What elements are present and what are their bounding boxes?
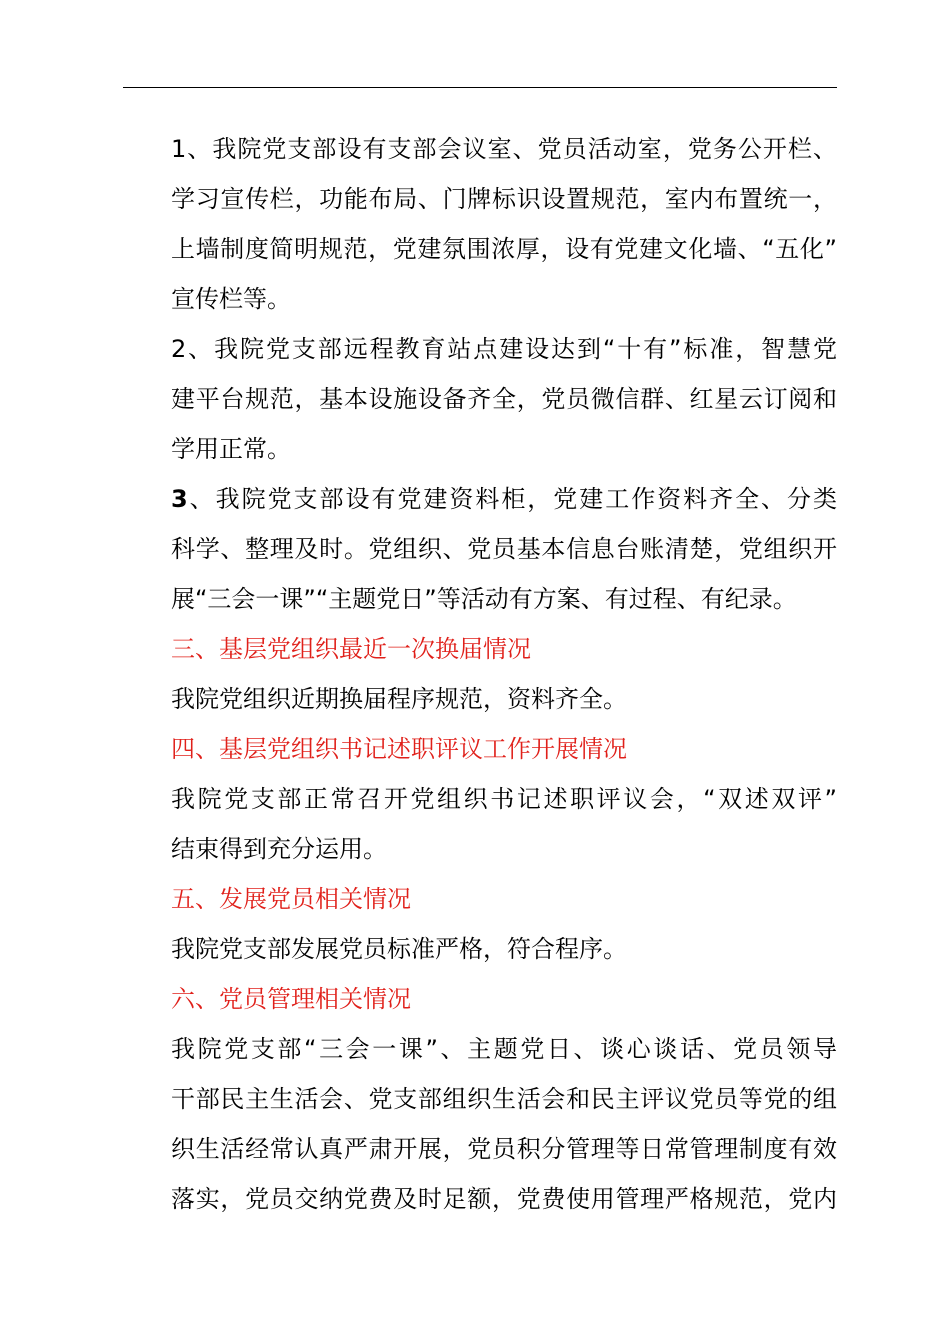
paragraph-line: 我院党支部正常召开党组织书记述职评议会，“双述双评” (171, 785, 837, 813)
heading-text: 五、发展党员相关情况 (171, 885, 411, 913)
paragraph-line-text: 、我院党支部设有党建资料柜，党建工作资料齐全、分类 (187, 485, 837, 513)
section-heading-5 (123, 874, 837, 924)
heading-text: 六、党员管理相关情况 (171, 985, 411, 1013)
paragraph-line: 展“三会一课”“主题党日”等活动有方案、有过程、有纪录。 (171, 585, 797, 613)
paragraph-1 (123, 124, 837, 324)
paragraph-3 (123, 474, 837, 624)
paragraph-line: 学习宣传栏，功能布局、门牌标识设置规范，室内布置统一， (171, 185, 837, 213)
paragraph-line (123, 474, 837, 524)
paragraph-line: 1、我院党支部设有支部会议室、党员活动室，党务公开栏、 (171, 135, 837, 163)
paragraph-line: 上墙制度简明规范，党建氛围浓厚，设有党建文化墙、“五化” (171, 235, 837, 263)
paragraph-line: 宣传栏等。 (171, 285, 291, 313)
paragraph-line: 科学、整理及时。党组织、党员基本信息台账清楚，党组织开 (171, 535, 837, 563)
paragraph-line: 织生活经常认真严肃开展，党员积分管理等日常管理制度有效 (171, 1135, 837, 1163)
paragraph-line: 我院党支部“三会一课”、主题党日、谈心谈话、党员领导 (171, 1035, 837, 1063)
paragraph-line: 我院党组织近期换届程序规范，资料齐全。 (171, 685, 627, 713)
paragraph-line: 落实，党员交纳党费及时足额，党费使用管理严格规范，党内 (171, 1185, 837, 1213)
paragraph-number: 3 (171, 485, 188, 513)
paragraph-line: 我院党支部发展党员标准严格，符合程序。 (171, 935, 627, 963)
document-body (123, 124, 837, 1224)
paragraph-line: 学用正常。 (171, 435, 291, 463)
section-heading-3 (123, 624, 837, 674)
paragraph-line: 2、我院党支部远程教育站点建设达到“十有”标准，智慧党 (171, 335, 837, 363)
paragraph-line: 干部民主生活会、党支部组织生活会和民主评议党员等党的组 (171, 1085, 837, 1113)
section-heading-4 (123, 724, 837, 774)
paragraph-line: 建平台规范，基本设施设备齐全，党员微信群、红星云订阅和 (171, 385, 837, 413)
paragraph-6 (123, 924, 837, 974)
paragraph-2 (123, 324, 837, 474)
paragraph-4 (123, 674, 837, 724)
heading-text: 四、基层党组织书记述职评议工作开展情况 (171, 735, 627, 763)
header-rule (123, 87, 837, 88)
section-heading-6 (123, 974, 837, 1024)
heading-text: 三、基层党组织最近一次换届情况 (171, 635, 531, 663)
paragraph-7 (123, 1024, 837, 1224)
paragraph-5 (123, 774, 837, 874)
paragraph-line: 结束得到充分运用。 (171, 835, 387, 863)
